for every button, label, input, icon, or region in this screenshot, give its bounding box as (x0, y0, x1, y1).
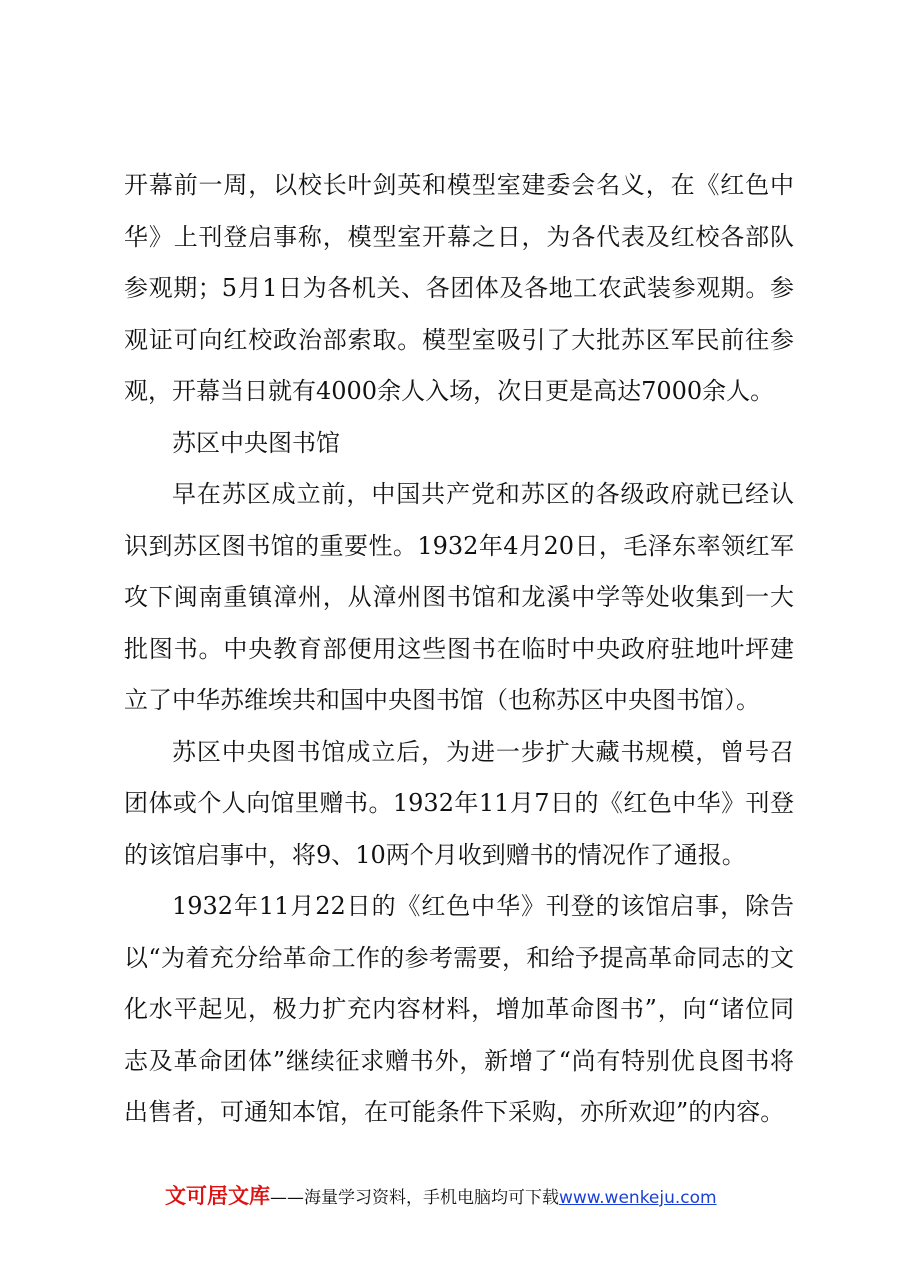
paragraph: 早在苏区成立前，中国共产党和苏区的各级政府就已经认识到苏区图书馆的重要性。1932年4月20日，毛泽东率领红军攻下闽南重镇漳州，从漳州图书馆和龙溪中学等处收集到一大批图书。中央教育部便用这些图书在临时中央政府驻地叶坪建立了中华苏维埃共和国中央图书馆（也称苏区中央图书馆）。 (124, 480, 794, 714)
footer-banner (165, 1180, 805, 1212)
paragraph: 苏区中央图书馆成立后，为进一步扩大藏书规模，曾号召团体或个人向馆里赠书。1932年11月7日的《红色中华》刊登的该馆启事中，将9、10两个月收到赠书的情况作了通报。 (124, 737, 794, 869)
paragraph: 开幕前一周，以校长叶剑英和模型室建委会名义，在《红色中华》上刊登启事称，模型室开幕之日，为各代表及红校各部队参观期；5月1日为各机关、各团体及各地工农武装参观期。参观证可向红校政治部索取。模型室吸引了大批苏区军民前往参观，开幕当日就有4000余人入场，次日更是高达7000余人。 (124, 171, 794, 405)
footer-brand: 文可居文库 (165, 1184, 270, 1208)
footer-slogan: ——海量学习资料，手机电脑均可下载 (270, 1188, 559, 1208)
document-body (124, 160, 794, 1139)
footer-link[interactable]: www.wenkeju.com (559, 1188, 717, 1208)
section-heading: 苏区中央图书馆 (172, 428, 340, 457)
paragraph: 1932年11月22日的《红色中华》刊登的该馆启事，除告以“为着充分给革命工作的参考需要，和给予提高革命同志的文化水平起见，极力扩充内容材料，增加革命图书”，向“诸位同志及革命团体”继续征求赠书外，新增了“尚有特别优良图书将出售者，可通知本馆，在可能条件下采购，亦所欢迎”的内容。 (124, 892, 794, 1126)
